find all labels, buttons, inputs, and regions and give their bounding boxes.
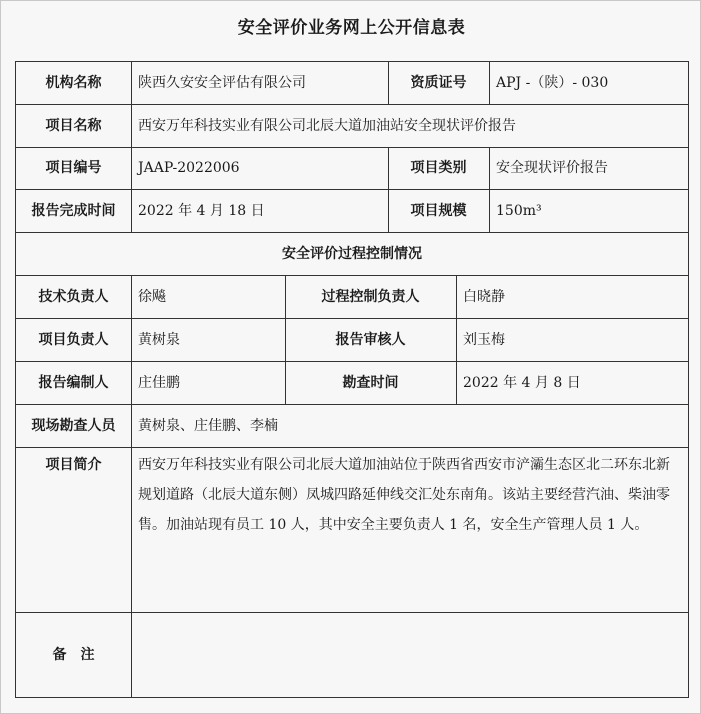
project-name-label: 项目名称 <box>45 117 102 134</box>
scale-label: 项目规模 <box>410 202 467 219</box>
org-label: 机构名称 <box>45 75 102 91</box>
section-title: 安全评价过程控制情况 <box>282 245 422 262</box>
tech-lead-label: 技术负责人 <box>38 288 109 305</box>
cert-value: APJ -（陕）- 030 <box>496 75 609 91</box>
org-value: 陕西久安安全评估有限公司 <box>138 75 306 91</box>
reviewer-value: 刘玉梅 <box>463 331 505 348</box>
info-table <box>15 61 689 698</box>
process-lead-label: 过程控制负责人 <box>321 288 420 305</box>
finish-time-value: 2022 年 4 月 18 日 <box>138 202 265 219</box>
project-no-value: JAAP-2022006 <box>138 160 240 176</box>
author-label: 报告编制人 <box>38 374 109 391</box>
process-lead-value: 白晓静 <box>463 288 505 305</box>
project-lead-label: 项目负责人 <box>38 331 109 348</box>
finish-time-label: 报告完成时间 <box>31 202 116 219</box>
reviewer-label: 报告审核人 <box>335 331 406 348</box>
remarks-label: 备 注 <box>52 646 95 663</box>
project-name-value: 西安万年科技实业有限公司北辰大道加油站安全现状评价报告 <box>138 117 516 134</box>
remarks-value <box>131 612 688 697</box>
project-type-value: 安全现状评价报告 <box>496 160 608 176</box>
surveyors-label: 现场勘查人员 <box>31 417 116 434</box>
summary-value: 西安万年科技实业有限公司北辰大道加油站位于陕西省西安市浐灞生态区北二环东北新规划道路（北辰大道东侧）凤城四路延伸线交汇处东南角。该站主要经营汽油、柴油零售。加油站现有员工 10 人，其中安全主要负责人 1 名，安全生产管理人员 1 人。 <box>138 457 670 533</box>
project-type-label: 项目类别 <box>410 160 467 176</box>
author-value: 庄佳鹏 <box>138 374 180 391</box>
surveyors-value: 黄树泉、庄佳鹏、李楠 <box>138 417 278 434</box>
summary-label: 项目简介 <box>45 456 102 473</box>
project-no-label: 项目编号 <box>45 160 102 176</box>
survey-time-value: 2022 年 4 月 8 日 <box>463 374 581 391</box>
page-title: 安全评价业务网上公开信息表 <box>237 18 466 38</box>
project-lead-value: 黄树泉 <box>138 331 180 348</box>
cert-label: 资质证号 <box>410 75 467 91</box>
tech-lead-value: 徐飚 <box>138 288 166 305</box>
survey-time-label: 勘查时间 <box>342 374 399 391</box>
scale-value: 150m³ <box>496 202 542 219</box>
